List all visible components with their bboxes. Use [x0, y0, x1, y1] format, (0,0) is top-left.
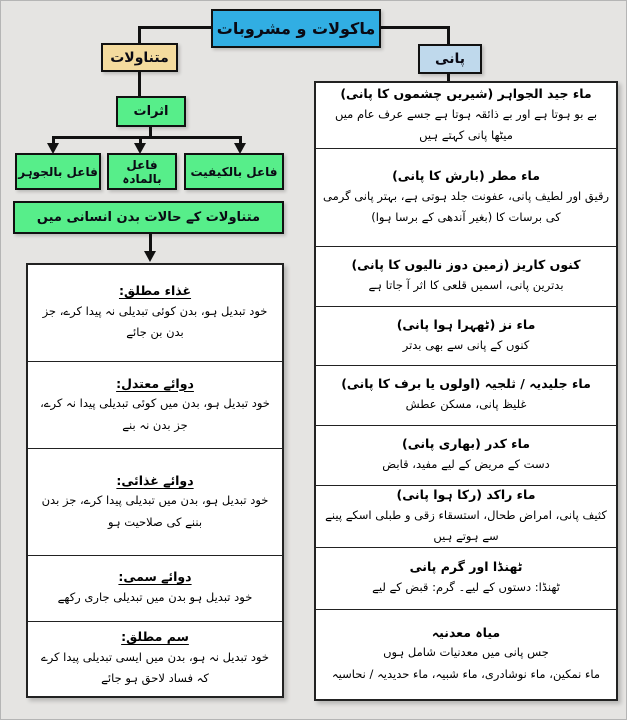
mutanawalat-box: [101, 43, 178, 72]
effect-type-label: فاعل بالجوہر: [18, 164, 98, 179]
right-panel: [314, 81, 618, 701]
section-heading: ماء جید الجواہر (شیریں چشموں کا پانی): [340, 85, 592, 101]
panel-section: [28, 449, 282, 556]
section-body: خود تبدیل ہو، بدن میں کوئی تبدیلی پیدا نہ کرے، جز بدن نہ بنے: [40, 396, 270, 432]
section-heading: دوائے سمی:: [118, 569, 192, 585]
section-body: بے بو ہوتا ہے اور بے ذائقہ ہوتا ہے جسے عرف عام میں میٹھا پانی کہتے ہیں: [334, 106, 598, 142]
connector-line: [53, 136, 242, 139]
water-box: [418, 44, 482, 74]
panel-section: [316, 486, 616, 548]
effect-type-box-kaifiyat: [184, 153, 284, 190]
section-body: خود تبدیل نہ ہو، بدن میں ایسی تبدیلی پیدا کرے کہ فساد لاحق ہو جائے: [40, 649, 270, 686]
effect-type-label: فاعل بالکیفیت: [190, 164, 278, 179]
section-heading: ٹھنڈا اور گرم پانی: [409, 559, 523, 575]
panel-section: [316, 426, 616, 487]
section-heading: ماء مطر (بارش کا پانی): [392, 167, 540, 183]
connector-line: [138, 72, 141, 96]
section-heading: ماء نز (ٹھہرا ہوا پانی): [396, 316, 536, 332]
mutanawalat-label: متناولات: [110, 49, 169, 66]
section-body: غلیظ پانی، مسکن عطش: [405, 397, 527, 412]
section-body: رقیق اور لطیف پانی، عفونت جلد ہوتی ہے، بہتر پانی گرمی کی برسات کا (بغیر آندھی کے برسا ہوا): [322, 188, 609, 224]
effect-type-box-jawhar: [15, 153, 101, 190]
connector-line: [149, 234, 152, 252]
section-body: کثیف پانی، امراض طحال، استسقاء زقی و طبلی اسکے پینے سے ہوتے ہیں: [325, 507, 607, 544]
left-panel: [26, 263, 284, 698]
panel-section: [28, 622, 282, 696]
section-body: کنوں کے پانی سے بھی بدتر: [402, 337, 530, 352]
diagram-title: ماکولات و مشروبات: [216, 19, 376, 38]
water-label: پانی: [435, 51, 465, 67]
panel-section: [28, 265, 282, 362]
section-heading: ماء کدر (بھاری پانی): [402, 436, 531, 452]
panel-section: [316, 83, 616, 149]
effect-type-box-maada: [107, 153, 177, 190]
panel-section: [316, 548, 616, 610]
section-heading: سم مطلق:: [121, 629, 189, 645]
section-heading: کنوں کاریز (زمین دوز نالیوں کا پانی): [351, 257, 581, 273]
section-body: خود تبدیل ہو، بدن کوئی تبدیلی نہ پیدا کرے، جز بدن بن جائے: [42, 304, 268, 340]
states-banner: [13, 201, 284, 234]
effects-box: [116, 96, 186, 127]
panel-section: [28, 362, 282, 449]
panel-section: [316, 610, 616, 699]
states-banner-label: متناولات کے حالات بدن انسانی میں: [36, 210, 261, 225]
title-box: [211, 9, 381, 48]
effects-label: اثرات: [133, 104, 169, 119]
section-body: خود تبدیل ہو بدن میں تبدیلی جاری رکھے: [57, 590, 253, 605]
section-body: دست کے مریض کے لیے مفید، قابض: [382, 457, 550, 472]
panel-section: [316, 247, 616, 307]
panel-section: [316, 366, 616, 426]
section-heading: میاہ معدنیہ: [431, 624, 501, 640]
section-heading: دوائے غذائی:: [116, 472, 194, 488]
section-body: جس پانی میں معدنیات شامل ہوں: [383, 645, 549, 660]
section-heading: ماء جلیدیہ / ثلجیہ (اولوں یا برف کا پانی): [341, 376, 591, 392]
section-heading: ماء راکد (رکا ہوا پانی): [396, 487, 536, 503]
section-heading: غذاء مطلق:: [118, 283, 192, 299]
connector-line: [138, 26, 212, 29]
section-heading: دوائے معتدل:: [116, 375, 194, 391]
section-body: ٹھنڈا: دستوں کے لیے۔ گرم: قبض کے لیے: [372, 580, 560, 595]
panel-section: [316, 307, 616, 367]
arrow-down-icon: [144, 251, 156, 262]
connector-line: [447, 26, 450, 46]
effect-type-label: فاعل بالمادہ: [122, 157, 162, 186]
section-body: خود تبدیل ہو، بدن میں تبدیلی پیدا کرے، جز بدن بننے کی صلاحیت ہو: [41, 493, 269, 529]
connector-line: [380, 26, 450, 29]
panel-section: [316, 149, 616, 247]
panel-section: [28, 556, 282, 621]
section-body: بدترین پانی، اسمیں قلعی کا اثر آ جاتا ہے: [368, 278, 564, 293]
section-body-line2: ماء نمکین، ماء نوشادری، ماء شبیہ، ماء حدیدیہ / نحاسیہ: [331, 666, 601, 681]
